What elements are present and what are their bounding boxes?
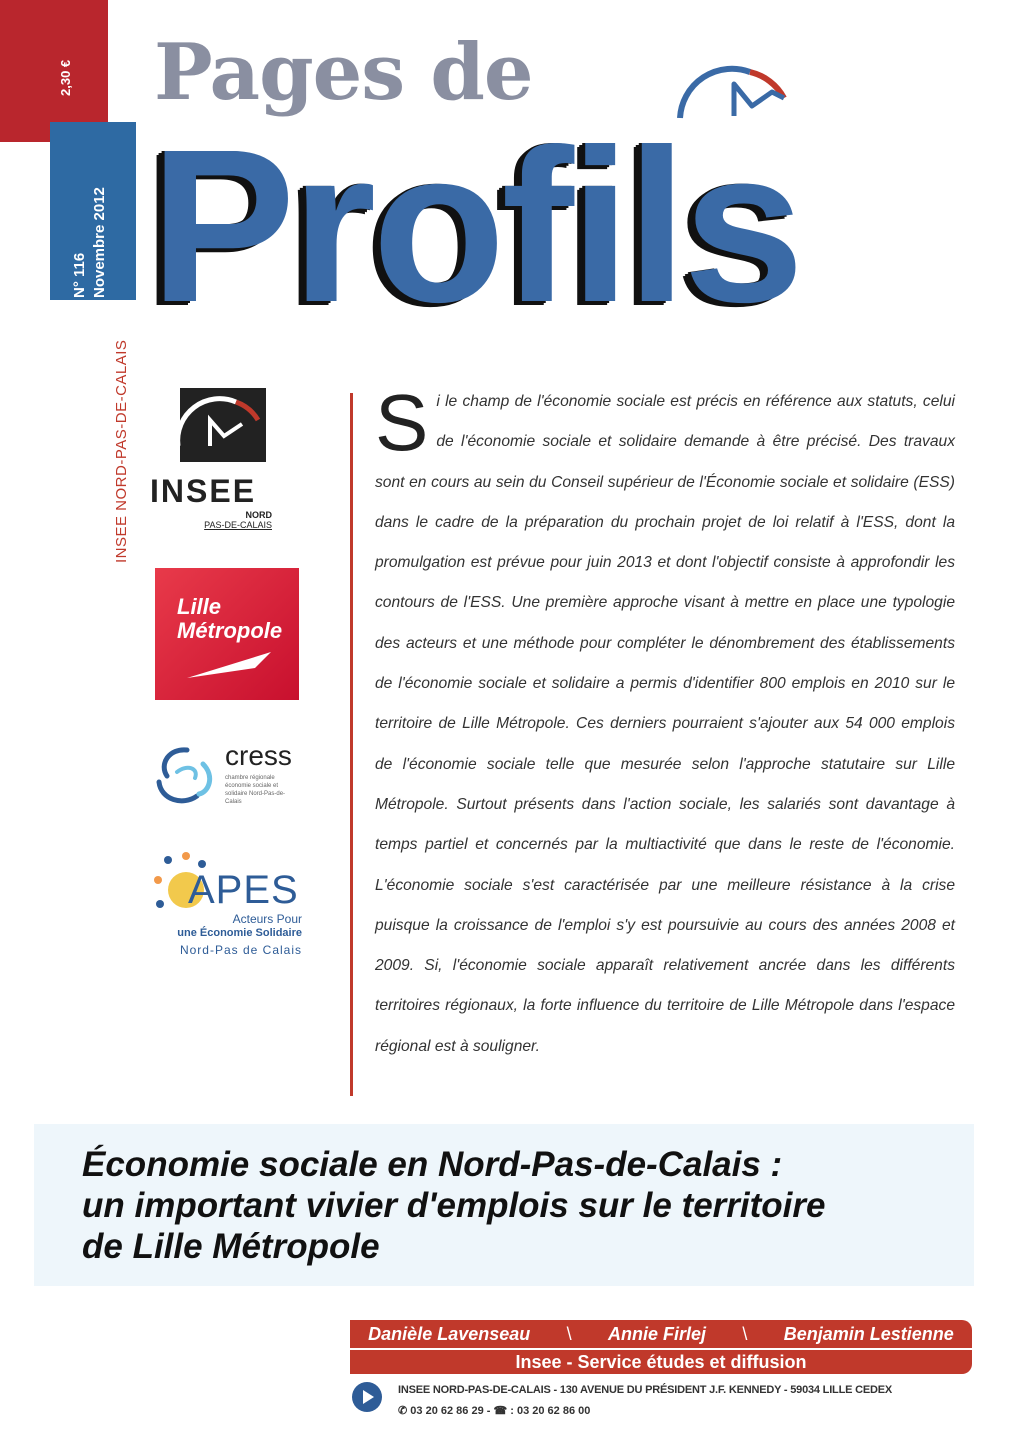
title-line-3: de Lille Métropole <box>82 1227 380 1266</box>
insee-arc-logo-icon <box>672 58 792 128</box>
insee-emblem-icon <box>150 386 272 466</box>
author-separator: \ <box>742 1323 748 1344</box>
intro-paragraph <box>375 378 955 1067</box>
price-block <box>0 0 108 142</box>
apes-line2: une Économie Solidaire <box>177 927 302 939</box>
apes-logo <box>152 850 304 962</box>
issue-date: Novembre 2012 <box>91 187 108 298</box>
phone-icon: ✆ <box>398 1405 408 1417</box>
title-line-2: un important vivier d'emplois sur le territoire <box>82 1186 826 1225</box>
lille-line2: Métropole <box>177 618 283 643</box>
phone-number: 03 20 62 86 29 <box>410 1405 484 1417</box>
intro-text: i le champ de l'économie sociale est précis en référence aux statuts, celui de l'économie sociale et solidaire demande à être précisé. Des travaux sont en cours au sein du Conseil supérieur de l'Économie sociale et solidaire (ESS) dans le cadre de la préparation du prochain projet de loi relatif à l'ESS, dont la promulgation est prévue pour juin 2013 et dont l'objectif consiste à approfondir les contours de l'ESS. Une première approche visant à mettre en place une typologie des acteurs et une méthode pour compléter le dénombrement des établissements de l'économie sociale et solidaire a permis d'identifier 800 emplois en 2010 sur le territoire de Lille Métropole. Ces derniers pourraient s'ajouter aux 54 000 emplois de l'économie sociale telle que mesurée selon l'approche statutaire sur Lille Métropole. Surtout présents dans l'action sociale, les salariés sont davantage à temps partiel et concernés par la multiactivité que dans le reste de l'économie. L'économie sociale s'est caractérisée par une meilleure résistance à la crise puisque la croissance de l'emploi s'y est poursuivie au cours des années 2008 et 2009. Si, l'économie sociale apparaît relativement ancrée dans les différents territoires régionaux, la forte influence du territoire de Lille Métropole dans l'espace régional est à souligner. <box>375 393 955 1055</box>
main-title <box>82 1144 982 1267</box>
insee-logo <box>150 386 272 536</box>
apes-line3: Nord-Pas de Calais <box>179 943 302 957</box>
lille-metropole-logo <box>155 568 299 700</box>
author-2: Annie Firlej <box>608 1323 707 1344</box>
cress-name: cress <box>225 740 292 771</box>
service-label: Insee - Service études et diffusion <box>350 1350 972 1374</box>
separator: - <box>486 1405 494 1417</box>
address: INSEE NORD-PAS-DE-CALAIS - 130 AVENUE DU PRÉSIDENT J.F. KENNEDY - 59034 LILLE CEDEX <box>398 1384 892 1396</box>
cress-tagline: chambre régionale économie sociale et solidaire Nord-Pas-de-Calais <box>225 775 286 805</box>
masthead-title: Profils <box>150 105 801 348</box>
cress-logo <box>153 740 301 810</box>
insee-name: INSEE <box>150 473 257 509</box>
issue-number: N° 116 <box>71 252 88 298</box>
cress-swirl-icon <box>153 742 217 808</box>
issue-info <box>70 187 110 298</box>
masthead-subtitle: Pages de <box>154 27 533 118</box>
fax-number: : 03 20 62 86 00 <box>510 1405 591 1417</box>
dropcap: S <box>375 378 429 467</box>
insee-sub1: NORD <box>245 510 272 520</box>
author-separator: \ <box>566 1323 572 1344</box>
intro-rule <box>350 393 353 1096</box>
insee-sub2: PAS-DE-CALAIS <box>204 520 272 530</box>
phone-line <box>398 1404 590 1417</box>
author-1: Danièle Lavenseau <box>368 1323 531 1344</box>
fax-icon: ☎ <box>493 1405 508 1417</box>
arrow-right-icon <box>352 1382 382 1412</box>
price-label: 2,30 € <box>58 59 73 96</box>
region-label: INSEE NORD-PAS-DE-CALAIS <box>113 339 130 563</box>
apes-name: APES <box>188 868 299 912</box>
title-line-1: Économie sociale en Nord-Pas-de-Calais : <box>82 1145 783 1184</box>
swoosh-icon <box>185 646 275 682</box>
lille-line1: Lille <box>177 594 222 619</box>
apes-line1: Acteurs Pour <box>232 912 302 926</box>
authors-bar <box>350 1320 972 1348</box>
author-3: Benjamin Lestienne <box>783 1323 954 1344</box>
